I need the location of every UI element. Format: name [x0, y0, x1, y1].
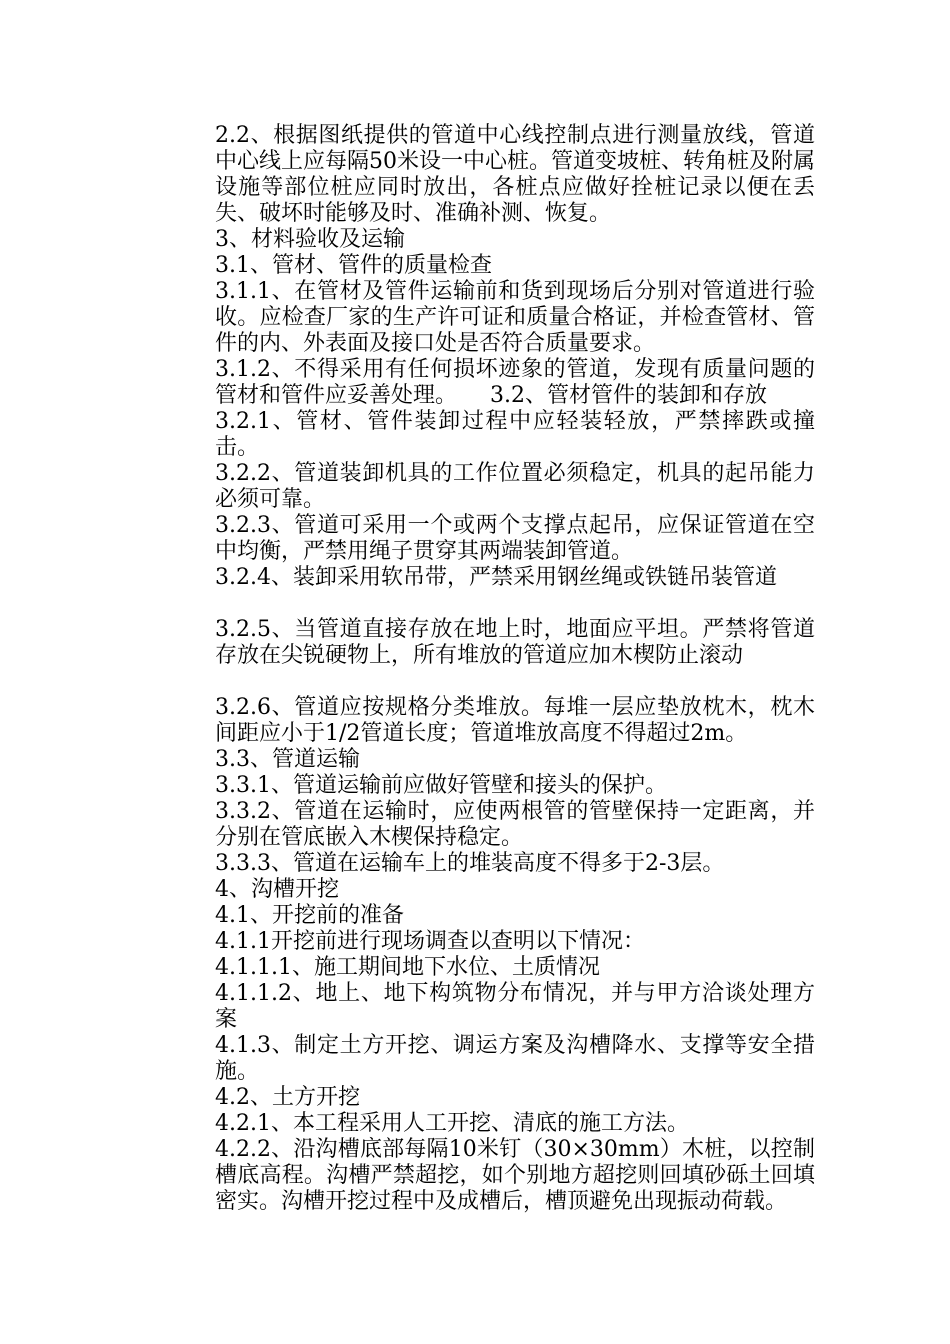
heading-3-3: 3.3、管道运输 — [215, 747, 360, 772]
paragraph-4-2-1: 4.2.1、本工程采用人工开挖、清底的施工方法。 — [215, 1111, 689, 1136]
paragraph-3-2-6: 3.2.6、管道应按规格分类堆放。每堆一层应垫放枕木，枕木间距应小于1/2管道长度；管道堆放高度不得超过2m。 — [215, 695, 815, 746]
paragraph-3-2-2: 3.2.2、管道装卸机具的工作位置必须稳定，机具的起吊能力必须可靠。 — [215, 461, 815, 512]
paragraph-3-2-4: 3.2.4、装卸采用软吊带，严禁采用钢丝绳或铁链吊装管道 — [215, 565, 777, 590]
paragraph-3-2-1: 3.2.1、管材、管件装卸过程中应轻装轻放，严禁摔跌或撞击。 — [215, 409, 815, 460]
paragraph-3-3-3: 3.3.3、管道在运输车上的堆装高度不得多于2-3层。 — [215, 851, 725, 876]
paragraph-3-1-2: 3.1.2、不得采用有任何损坏迹象的管道，发现有质量问题的管材和管件应妥善处理。 3.2、管材管件的装卸和存放 — [215, 357, 815, 408]
paragraph-2-2: 2.2、根据图纸提供的管道中心线控制点进行测量放线，管道中心线上应每隔50米设一中心桩。管道变坡桩、转角桩及附属设施等部位桩应同时放出，各桩点应做好拴桩记录以便在丢失、破坏时能够及时、准确补测、恢复。 — [215, 123, 815, 226]
heading-4: 4、沟槽开挖 — [215, 877, 339, 902]
paragraph-4-1-1-2: 4.1.1.2、地上、地下构筑物分布情况，并与甲方洽谈处理方案 — [215, 981, 815, 1032]
paragraph-3-2-3: 3.2.3、管道可采用一个或两个支撑点起吊，应保证管道在空中均衡，严禁用绳子贯穿其两端装卸管道。 — [215, 513, 815, 564]
paragraph-4-1-1: 4.1.1开挖前进行现场调查以查明以下情况： — [215, 929, 645, 954]
paragraph-3-3-2: 3.3.2、管道在运输时，应使两根管的管壁保持一定距离，并分别在管底嵌入木楔保持稳定。 — [215, 799, 815, 850]
paragraph-3-2-5: 3.2.5、当管道直接存放在地上时，地面应平坦。严禁将管道存放在尖锐硬物上，所有堆放的管道应加木楔防止滚动 — [215, 617, 815, 668]
paragraph-3-1-1: 3.1.1、在管材及管件运输前和货到现场后分别对管道进行验收。应检查厂家的生产许可证和质量合格证，并检查管材、管件的内、外表面及接口处是否符合质量要求。 — [215, 279, 815, 356]
paragraph-3-3-1: 3.3.1、管道运输前应做好管壁和接头的保护。 — [215, 773, 667, 798]
heading-3-1: 3.1、管材、管件的质量检查 — [215, 253, 492, 278]
paragraph-4-1-1-1: 4.1.1.1、施工期间地下水位、土质情况 — [215, 955, 600, 980]
heading-4-1: 4.1、开挖前的准备 — [215, 903, 404, 928]
heading-4-2: 4.2、土方开挖 — [215, 1085, 360, 1110]
document-body — [215, 123, 815, 1215]
paragraph-4-1-3: 4.1.3、制定土方开挖、调运方案及沟槽降水、支撑等安全措施。 — [215, 1033, 815, 1084]
heading-3: 3、材料验收及运输 — [215, 227, 405, 252]
paragraph-4-2-2: 4.2.2、沿沟槽底部每隔10米钉（30×30mm）木桩，以控制槽底高程。沟槽严禁超挖，如个别地方超挖则回填砂砾土回填密实。沟槽开挖过程中及成槽后，槽顶避免出现振动荷载。 — [215, 1137, 815, 1214]
